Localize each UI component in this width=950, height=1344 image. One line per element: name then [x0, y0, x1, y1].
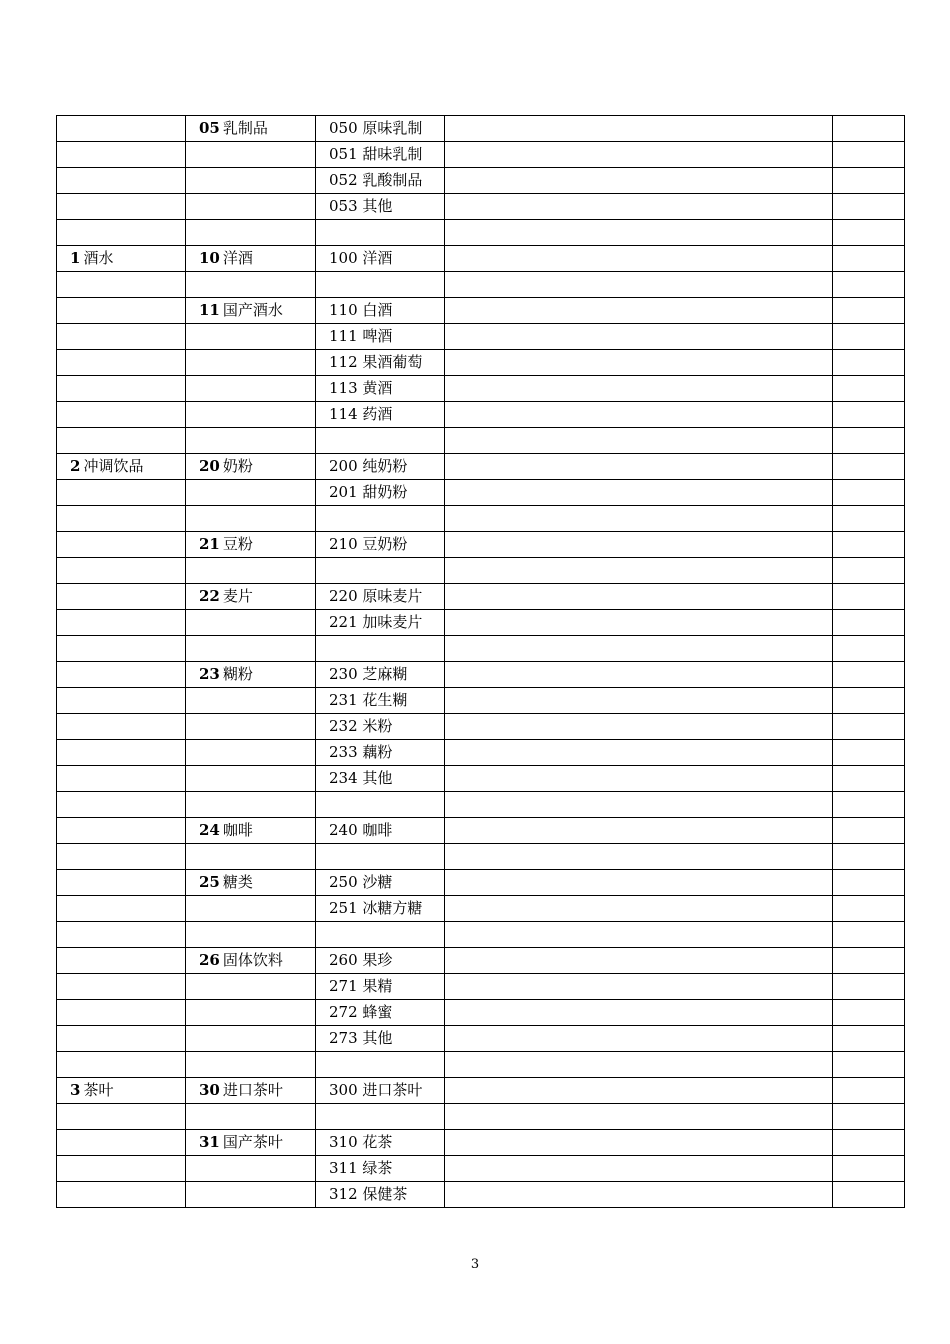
blank-cell: [445, 532, 833, 558]
blank-cell: [445, 506, 833, 532]
item-cell: 233 藕粉: [316, 740, 445, 766]
table-row: [57, 922, 905, 948]
category-cell: [57, 558, 186, 584]
subcategory-cell: [186, 1156, 316, 1182]
subcategory-cell: [186, 896, 316, 922]
blank-cell: [445, 1104, 833, 1130]
subcategory-cell: [186, 766, 316, 792]
category-cell: [57, 350, 186, 376]
subcategory-cell: [186, 636, 316, 662]
subcategory-label: 咖啡: [222, 821, 253, 839]
item-cell: [316, 272, 445, 298]
item-cell: [316, 558, 445, 584]
blank-cell: [445, 714, 833, 740]
item-cell: 240 咖啡: [316, 818, 445, 844]
item-cell: 272 蜂蜜: [316, 1000, 445, 1026]
blank-cell: [833, 922, 905, 948]
blank-cell: [833, 376, 905, 402]
item-cell: [316, 220, 445, 246]
subcategory-cell: [186, 1026, 316, 1052]
category-cell: [57, 636, 186, 662]
item-cell: 234 其他: [316, 766, 445, 792]
blank-cell: [445, 740, 833, 766]
subcategory-cell: [186, 350, 316, 376]
blank-cell: [445, 818, 833, 844]
category-cell: [57, 532, 186, 558]
blank-cell: [445, 454, 833, 480]
blank-cell: [833, 766, 905, 792]
blank-cell: [833, 1078, 905, 1104]
subcategory-cell: [186, 402, 316, 428]
item-cell: 310 花茶: [316, 1130, 445, 1156]
blank-cell: [833, 168, 905, 194]
item-cell: 220 原味麦片: [316, 584, 445, 610]
table-row: [57, 506, 905, 532]
subcategory-cell: [186, 584, 316, 610]
subcategory-cell: [186, 220, 316, 246]
subcategory-cell: [186, 844, 316, 870]
blank-cell: [445, 116, 833, 142]
category-cell: [57, 1156, 186, 1182]
subcategory-cell: [186, 1000, 316, 1026]
table-row: [57, 350, 905, 376]
blank-cell: [833, 610, 905, 636]
blank-cell: [445, 350, 833, 376]
subcategory-cell: [186, 558, 316, 584]
blank-cell: [833, 974, 905, 1000]
blank-cell: [445, 298, 833, 324]
table-row: [57, 324, 905, 350]
category-cell: [57, 1078, 186, 1104]
subcategory-label: 豆粉: [222, 535, 253, 553]
category-label: 冲调饮品: [83, 457, 144, 475]
table-row: [57, 636, 905, 662]
subcategory-label: 奶粉: [222, 457, 253, 475]
category-code: 3: [70, 1081, 81, 1099]
subcategory-cell: [186, 1182, 316, 1208]
category-table-body: [57, 116, 905, 1208]
blank-cell: [445, 246, 833, 272]
subcategory-cell: [186, 480, 316, 506]
subcategory-cell: [186, 324, 316, 350]
blank-cell: [445, 922, 833, 948]
category-cell: [57, 766, 186, 792]
table-row: [57, 558, 905, 584]
category-cell: [57, 402, 186, 428]
blank-cell: [833, 350, 905, 376]
blank-cell: [445, 688, 833, 714]
item-cell: 221 加味麦片: [316, 610, 445, 636]
table-row: [57, 376, 905, 402]
item-cell: 201 甜奶粉: [316, 480, 445, 506]
blank-cell: [833, 454, 905, 480]
subcategory-label: 糊粉: [222, 665, 253, 683]
table-row: [57, 870, 905, 896]
item-cell: 114 药酒: [316, 402, 445, 428]
subcategory-code: 21: [199, 535, 220, 553]
category-cell: [57, 376, 186, 402]
category-cell: [57, 662, 186, 688]
category-cell: [57, 792, 186, 818]
category-cell: [57, 272, 186, 298]
table-row: [57, 610, 905, 636]
blank-cell: [445, 1156, 833, 1182]
category-cell: [57, 740, 186, 766]
blank-cell: [445, 220, 833, 246]
category-cell: [57, 142, 186, 168]
subcategory-code: 25: [199, 873, 220, 891]
blank-cell: [833, 480, 905, 506]
blank-cell: [445, 142, 833, 168]
subcategory-code: 11: [199, 301, 220, 319]
item-cell: 312 保健茶: [316, 1182, 445, 1208]
category-code: 1: [70, 249, 81, 267]
item-cell: 050 原味乳制: [316, 116, 445, 142]
table-row: [57, 662, 905, 688]
blank-cell: [833, 1156, 905, 1182]
blank-cell: [833, 844, 905, 870]
subcategory-cell: [186, 662, 316, 688]
table-row: [57, 142, 905, 168]
subcategory-label: 国产酒水: [222, 301, 283, 319]
category-cell: [57, 220, 186, 246]
blank-cell: [445, 272, 833, 298]
category-cell: [57, 610, 186, 636]
blank-cell: [833, 272, 905, 298]
subcategory-cell: [186, 532, 316, 558]
table-row: [57, 766, 905, 792]
category-cell: [57, 714, 186, 740]
subcategory-cell: [186, 792, 316, 818]
table-row: [57, 896, 905, 922]
category-cell: [57, 1182, 186, 1208]
blank-cell: [445, 324, 833, 350]
item-cell: 053 其他: [316, 194, 445, 220]
blank-cell: [833, 246, 905, 272]
subcategory-cell: [186, 168, 316, 194]
table-row: [57, 1156, 905, 1182]
blank-cell: [445, 870, 833, 896]
subcategory-cell: [186, 948, 316, 974]
blank-cell: [833, 688, 905, 714]
table-row: [57, 1078, 905, 1104]
blank-cell: [445, 610, 833, 636]
category-cell: [57, 1026, 186, 1052]
table-row: [57, 948, 905, 974]
category-cell: [57, 1104, 186, 1130]
table-row: [57, 116, 905, 142]
blank-cell: [445, 792, 833, 818]
item-cell: [316, 922, 445, 948]
table-row: [57, 246, 905, 272]
blank-cell: [833, 324, 905, 350]
subcategory-code: 22: [199, 587, 220, 605]
table-row: [57, 272, 905, 298]
blank-cell: [833, 1104, 905, 1130]
subcategory-code: 24: [199, 821, 220, 839]
subcategory-cell: [186, 1052, 316, 1078]
table-row: [57, 1052, 905, 1078]
category-cell: [57, 974, 186, 1000]
category-cell: [57, 506, 186, 532]
blank-cell: [833, 1130, 905, 1156]
subcategory-cell: [186, 194, 316, 220]
category-code: 2: [70, 457, 81, 475]
category-cell: [57, 922, 186, 948]
table-row: [57, 974, 905, 1000]
blank-cell: [445, 168, 833, 194]
subcategory-code: 31: [199, 1133, 220, 1151]
category-cell: [57, 688, 186, 714]
item-cell: 110 白酒: [316, 298, 445, 324]
item-cell: 111 啤酒: [316, 324, 445, 350]
table-row: [57, 1000, 905, 1026]
category-cell: [57, 1000, 186, 1026]
item-cell: [316, 792, 445, 818]
item-cell: 273 其他: [316, 1026, 445, 1052]
blank-cell: [833, 1182, 905, 1208]
blank-cell: [833, 428, 905, 454]
category-cell: [57, 168, 186, 194]
table-row: [57, 532, 905, 558]
blank-cell: [833, 558, 905, 584]
table-row: [57, 792, 905, 818]
category-cell: [57, 480, 186, 506]
blank-cell: [445, 844, 833, 870]
subcategory-cell: [186, 1078, 316, 1104]
blank-cell: [833, 740, 905, 766]
category-table: [56, 115, 905, 1208]
page-number: 3: [470, 1257, 480, 1272]
item-cell: 251 冰糖方糖: [316, 896, 445, 922]
blank-cell: [445, 402, 833, 428]
item-cell: 230 芝麻糊: [316, 662, 445, 688]
blank-cell: [833, 116, 905, 142]
table-row: [57, 688, 905, 714]
subcategory-cell: [186, 870, 316, 896]
category-cell: [57, 844, 186, 870]
category-cell: [57, 870, 186, 896]
subcategory-label: 糖类: [222, 873, 253, 891]
subcategory-cell: [186, 714, 316, 740]
subcategory-code: 30: [199, 1081, 220, 1099]
blank-cell: [445, 1130, 833, 1156]
category-cell: [57, 948, 186, 974]
subcategory-cell: [186, 818, 316, 844]
subcategory-code: 26: [199, 951, 220, 969]
blank-cell: [445, 662, 833, 688]
category-cell: [57, 1052, 186, 1078]
category-cell: [57, 584, 186, 610]
blank-cell: [833, 792, 905, 818]
item-cell: 271 果精: [316, 974, 445, 1000]
blank-cell: [833, 584, 905, 610]
blank-cell: [833, 194, 905, 220]
subcategory-cell: [186, 142, 316, 168]
item-cell: [316, 428, 445, 454]
item-cell: [316, 506, 445, 532]
subcategory-cell: [186, 272, 316, 298]
table-row: [57, 1182, 905, 1208]
subcategory-code: 23: [199, 665, 220, 683]
table-row: [57, 402, 905, 428]
subcategory-code: 20: [199, 457, 220, 475]
item-cell: [316, 844, 445, 870]
subcategory-cell: [186, 1130, 316, 1156]
blank-cell: [833, 532, 905, 558]
item-cell: 051 甜味乳制: [316, 142, 445, 168]
blank-cell: [833, 402, 905, 428]
subcategory-cell: [186, 974, 316, 1000]
blank-cell: [833, 948, 905, 974]
subcategory-cell: [186, 454, 316, 480]
category-cell: [57, 454, 186, 480]
blank-cell: [445, 584, 833, 610]
item-cell: 100 洋酒: [316, 246, 445, 272]
item-cell: 113 黄酒: [316, 376, 445, 402]
blank-cell: [445, 376, 833, 402]
subcategory-label: 固体饮料: [222, 951, 283, 969]
category-label: 酒水: [83, 249, 114, 267]
blank-cell: [833, 1000, 905, 1026]
category-cell: [57, 194, 186, 220]
table-row: [57, 1130, 905, 1156]
table-row: [57, 298, 905, 324]
table-row: [57, 454, 905, 480]
category-cell: [57, 428, 186, 454]
item-cell: 210 豆奶粉: [316, 532, 445, 558]
table-row: [57, 740, 905, 766]
subcategory-cell: [186, 506, 316, 532]
blank-cell: [445, 1052, 833, 1078]
item-cell: 232 米粉: [316, 714, 445, 740]
subcategory-label: 乳制品: [222, 119, 268, 137]
item-cell: 231 花生糊: [316, 688, 445, 714]
blank-cell: [445, 558, 833, 584]
subcategory-cell: [186, 376, 316, 402]
item-cell: [316, 636, 445, 662]
blank-cell: [833, 1052, 905, 1078]
blank-cell: [445, 948, 833, 974]
item-cell: 311 绿茶: [316, 1156, 445, 1182]
subcategory-code: 05: [199, 119, 220, 137]
category-cell: [57, 116, 186, 142]
subcategory-code: 10: [199, 249, 220, 267]
item-cell: [316, 1104, 445, 1130]
blank-cell: [833, 636, 905, 662]
table-row: [57, 194, 905, 220]
blank-cell: [833, 714, 905, 740]
category-cell: [57, 324, 186, 350]
blank-cell: [445, 636, 833, 662]
subcategory-cell: [186, 1104, 316, 1130]
table-row: [57, 480, 905, 506]
category-cell: [57, 818, 186, 844]
table-row: [57, 584, 905, 610]
blank-cell: [833, 896, 905, 922]
subcategory-cell: [186, 922, 316, 948]
item-cell: 200 纯奶粉: [316, 454, 445, 480]
blank-cell: [833, 662, 905, 688]
item-cell: [316, 1052, 445, 1078]
subcategory-cell: [186, 688, 316, 714]
subcategory-label: 国产茶叶: [222, 1133, 283, 1151]
subcategory-cell: [186, 428, 316, 454]
category-label: 茶叶: [83, 1081, 114, 1099]
table-row: [57, 168, 905, 194]
subcategory-cell: [186, 740, 316, 766]
blank-cell: [833, 818, 905, 844]
blank-cell: [833, 1026, 905, 1052]
blank-cell: [833, 870, 905, 896]
blank-cell: [445, 1078, 833, 1104]
blank-cell: [445, 1000, 833, 1026]
table-row: [57, 220, 905, 246]
category-cell: [57, 298, 186, 324]
subcategory-label: 洋酒: [222, 249, 253, 267]
table-row: [57, 844, 905, 870]
category-cell: [57, 246, 186, 272]
blank-cell: [445, 766, 833, 792]
subcategory-cell: [186, 610, 316, 636]
item-cell: 260 果珍: [316, 948, 445, 974]
blank-cell: [445, 194, 833, 220]
subcategory-cell: [186, 246, 316, 272]
blank-cell: [445, 896, 833, 922]
category-cell: [57, 896, 186, 922]
item-cell: 112 果酒葡萄: [316, 350, 445, 376]
blank-cell: [445, 974, 833, 1000]
blank-cell: [833, 142, 905, 168]
blank-cell: [445, 480, 833, 506]
subcategory-label: 进口茶叶: [222, 1081, 283, 1099]
subcategory-cell: [186, 116, 316, 142]
table-row: [57, 428, 905, 454]
blank-cell: [445, 428, 833, 454]
subcategory-cell: [186, 298, 316, 324]
item-cell: 052 乳酸制品: [316, 168, 445, 194]
item-cell: 250 沙糖: [316, 870, 445, 896]
table-row: [57, 1104, 905, 1130]
blank-cell: [833, 298, 905, 324]
item-cell: 300 进口茶叶: [316, 1078, 445, 1104]
table-row: [57, 818, 905, 844]
table-row: [57, 714, 905, 740]
category-cell: [57, 1130, 186, 1156]
blank-cell: [833, 220, 905, 246]
blank-cell: [833, 506, 905, 532]
blank-cell: [445, 1182, 833, 1208]
table-row: [57, 1026, 905, 1052]
blank-cell: [445, 1026, 833, 1052]
subcategory-label: 麦片: [222, 587, 253, 605]
